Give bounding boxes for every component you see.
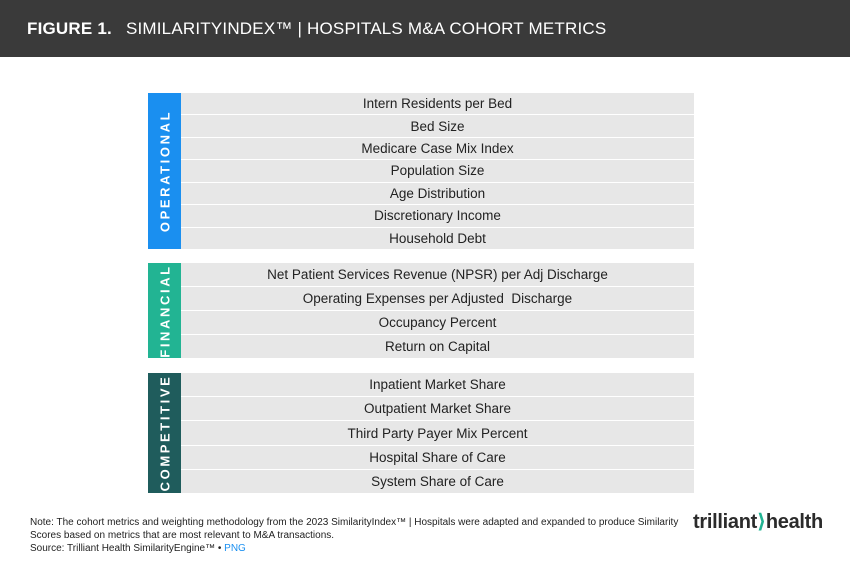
competitive-category-bar	[148, 373, 181, 493]
metric-row: Return on Capital	[181, 335, 694, 358]
metric-row: Occupancy Percent	[181, 311, 694, 335]
competitive-group	[148, 373, 694, 493]
metric-row: Discretionary Income	[181, 205, 694, 227]
logo-text-health: health	[765, 511, 823, 533]
figure-label: FIGURE 1.	[27, 18, 112, 38]
financial-group	[148, 263, 694, 358]
trilliant-health-logo	[693, 509, 823, 534]
metric-row: Hospital Share of Care	[181, 446, 694, 470]
operational-category-label: OPERATIONAL	[157, 109, 172, 233]
separator: •	[217, 543, 222, 554]
source-text: Source: Trilliant Health SimilarityEngine™	[30, 543, 216, 554]
footnote-text: Note: The cohort metrics and weighting methodology from the 2023 SimilarityIndex™ | Hospitals were adapted and expanded to produce Similarity Scores based on metrics that are most relevant to M&A transactions.	[30, 517, 679, 541]
metric-row: Net Patient Services Revenue (NPSR) per Adj Discharge	[181, 263, 694, 287]
metric-row: Inpatient Market Share	[181, 373, 694, 397]
logo-text-trilliant: trilliant	[693, 511, 757, 533]
metric-row: Age Distribution	[181, 183, 694, 205]
metric-row: Outpatient Market Share	[181, 397, 694, 421]
metric-row: Population Size	[181, 160, 694, 182]
source-line	[30, 542, 680, 555]
metric-row: Intern Residents per Bed	[181, 93, 694, 115]
png-download-link[interactable]: PNG	[224, 543, 246, 554]
operational-group	[148, 93, 694, 249]
metric-row: System Share of Care	[181, 470, 694, 493]
metric-row: Household Debt	[181, 228, 694, 249]
metric-row: Third Party Payer Mix Percent	[181, 421, 694, 445]
financial-category-label: FINANCIAL	[157, 263, 172, 358]
footnote	[30, 516, 680, 555]
figure-header	[0, 0, 850, 57]
operational-category-bar	[148, 93, 181, 249]
financial-category-bar	[148, 263, 181, 358]
metric-row: Bed Size	[181, 115, 694, 137]
metric-row: Medicare Case Mix Index	[181, 138, 694, 160]
figure-title: SIMILARITYINDEX™ | HOSPITALS M&A COHORT METRICS	[125, 18, 607, 38]
metric-row: Operating Expenses per Adjusted Discharge	[181, 287, 694, 311]
competitive-category-label: COMPETITIVE	[157, 374, 172, 492]
logo-mark-icon: ⟩	[756, 511, 766, 533]
